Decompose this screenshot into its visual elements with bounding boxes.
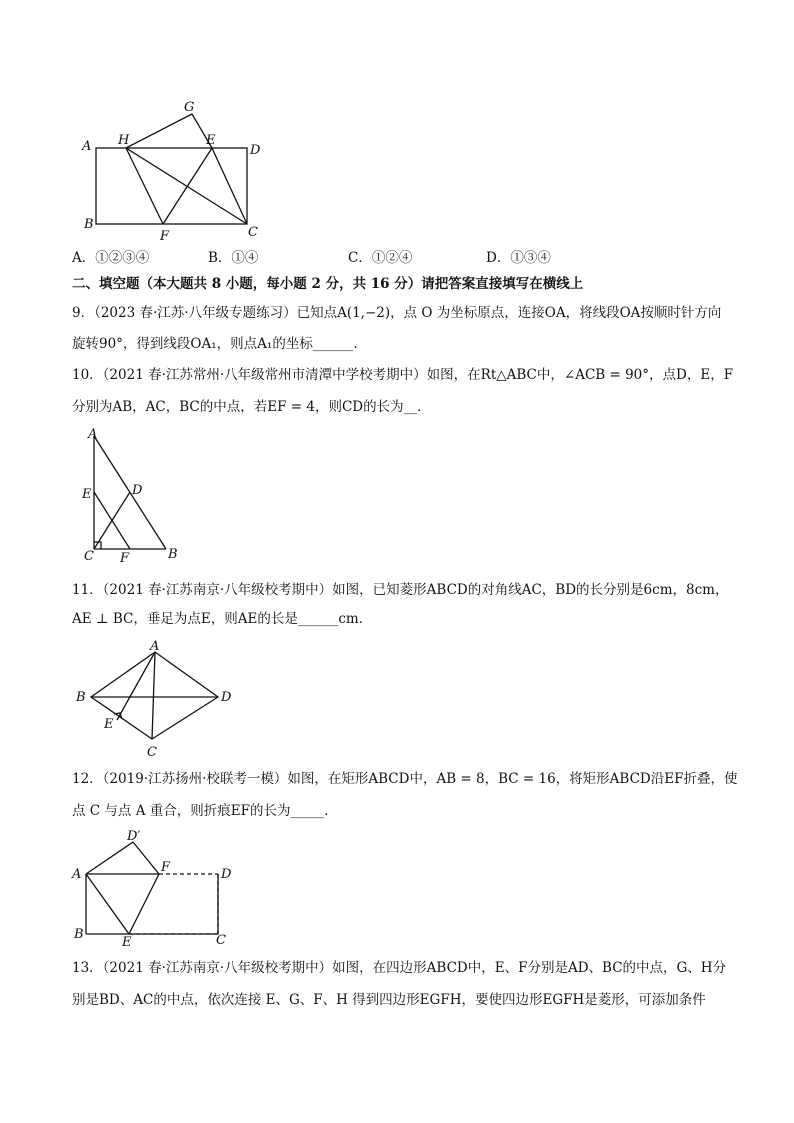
q9-line2: 旋转90°，得到线段OA₁，则点A₁的坐标______． (72, 336, 367, 352)
label-B: B (84, 217, 94, 232)
label-B: B (76, 690, 86, 705)
label-D: D (221, 690, 232, 705)
q10-line1: 10．（2021 春·江苏常州·八年级常州市清潭中学校考期中）如图，在Rt△ABC中，∠ACB = 90°，点D，E，F (72, 367, 734, 383)
label-A: A (72, 867, 82, 882)
q11-line2: AE ⊥ BC，垂足为点E，则AE的长是______cm． (72, 611, 373, 627)
q11-line1: 11．（2021 春·江苏南京·八年级校考期中）如图，已知菱形ABCD的对角线AC，BD的长分别是6cm，8cm， (72, 582, 729, 598)
figure-q8 (80, 96, 280, 246)
figure-q12 (70, 824, 240, 950)
label-A: A (150, 639, 160, 654)
label-C: C (147, 745, 157, 760)
q10-line2: 分别为AB，AC，BC的中点，若EF = 4，则CD的长为__． (72, 399, 431, 415)
label-F: F (161, 860, 171, 875)
option-c[interactable]: C．①②④ (348, 250, 413, 266)
q12-line1: 12．（2019·江苏扬州·校联考一模）如图，在矩形ABCD中，AB = 8，BC = 16，将矩形ABCD沿EF折叠，使 (72, 771, 738, 787)
label-D: D (250, 143, 261, 158)
option-b[interactable]: B．①④ (208, 250, 259, 266)
figure-q11 (72, 638, 242, 764)
label-A: A (82, 139, 92, 154)
label-E: E (82, 487, 92, 502)
label-E: E (104, 717, 114, 732)
label-A: A (88, 427, 98, 442)
option-d[interactable]: D．①③④ (486, 250, 551, 266)
label-B: B (168, 547, 178, 562)
q13-line1: 13．（2021 春·江苏南京·八年级校考期中）如图，在四边形ABCD中，E、F分别是AD、BC的中点，G、H分 (72, 960, 727, 976)
label-D-prime: D′ (127, 829, 141, 844)
label-C: C (248, 225, 258, 240)
label-C: C (216, 933, 226, 948)
label-E: E (122, 935, 132, 950)
label-F: F (120, 551, 130, 566)
label-H: H (118, 133, 130, 148)
label-D: D (221, 867, 232, 882)
section-heading: 二、填空题（本大题共 8 小题，每小题 2 分，共 16 分）请把答案直接填写在横线上 (72, 276, 584, 292)
label-C: C (84, 549, 94, 564)
option-a[interactable]: A．①②③④ (72, 250, 150, 266)
q12-line2: 点 C 与点 A 重合，则折痕EF的长为_____． (72, 803, 338, 819)
figure-q10 (78, 426, 188, 566)
label-D: D (132, 483, 143, 498)
q9-line1: 9．（2023 春·江苏·八年级专题练习）已知点A(1,−2)，点 O 为坐标原点，连接OA，将线段OA按顺时针方向 (72, 305, 722, 321)
label-B: B (74, 927, 84, 942)
q13-line2: 别是BD、AC的中点，依次连接 E、G、F、H 得到四边形EGFH，要使四边形EGFH是菱形，可添加条件 (72, 992, 706, 1008)
label-G: G (184, 100, 195, 115)
label-F: F (160, 229, 170, 244)
label-E: E (206, 133, 216, 148)
